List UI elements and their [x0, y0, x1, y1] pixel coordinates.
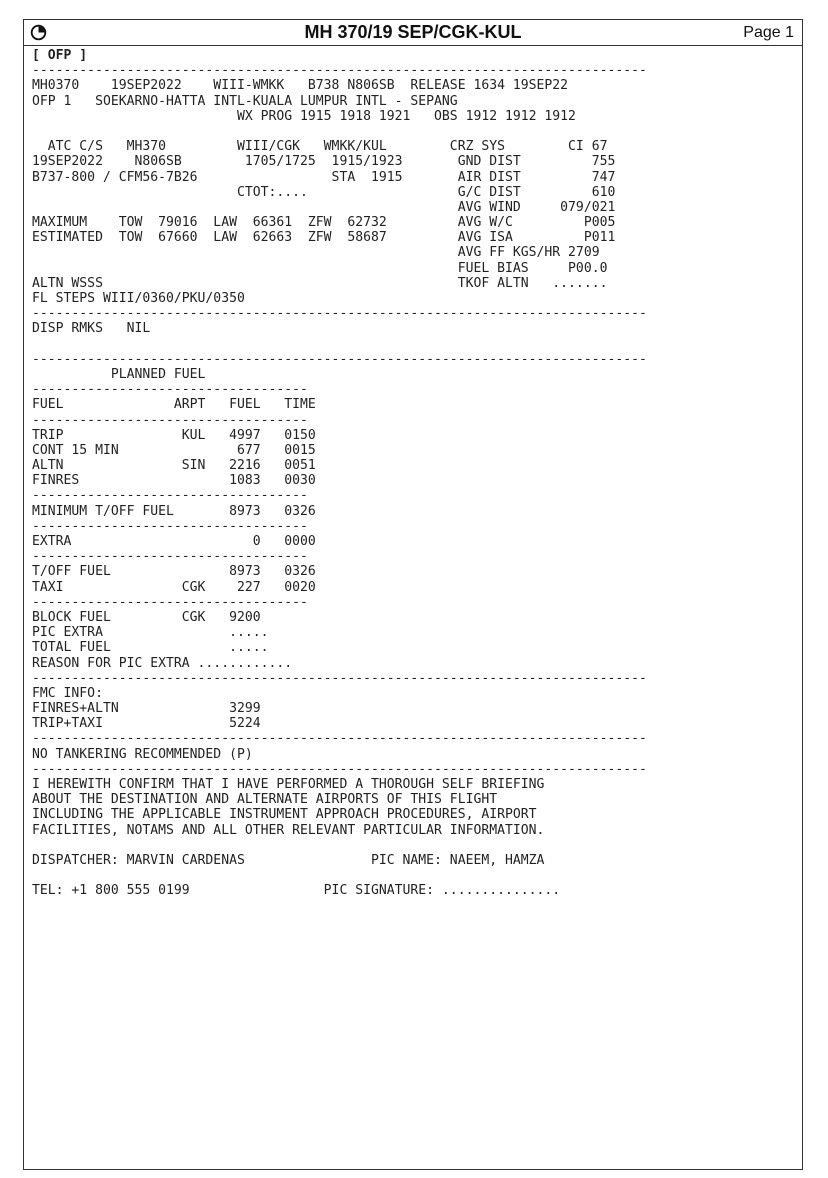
text-line: REASON FOR PIC EXTRA ............: [32, 655, 293, 671]
text-line: ALTN SIN 2216 0051: [32, 458, 316, 474]
separator-line: ------------------------------------------------------------------------------: [32, 731, 647, 747]
text-line: MH0370 19SEP2022 WIII-WMKK B738 N806SB RELEASE 1634 19SEP22: [32, 78, 569, 94]
text-line: ESTIMATED TOW 67660 LAW 62663 ZFW 58687 AVG ISA P011: [32, 230, 616, 246]
separator-line: -----------------------------------: [32, 549, 308, 565]
text-line: FUEL ARPT FUEL TIME: [32, 397, 316, 413]
text-line: FUEL BIAS P00.0: [32, 260, 608, 276]
text-line: AVG FF KGS/HR 2709: [32, 245, 600, 261]
separator-line: -----------------------------------: [32, 382, 308, 398]
ofp-document: [23, 19, 803, 1170]
text-line: 19SEP2022 N806SB 1705/1725 1915/1923 GND DIST 755: [32, 154, 616, 170]
separator-line: ------------------------------------------------------------------------------: [32, 670, 647, 686]
text-line: ALTN WSSS TKOF ALTN .......: [32, 275, 608, 291]
separator-line: -----------------------------------: [32, 594, 308, 610]
text-line: FL STEPS WIII/0360/PKU/0350: [32, 291, 245, 306]
text-line: [32, 337, 797, 352]
text-line: OFP 1 SOEKARNO-HATTA INTL-KUALA LUMPUR INTL - SEPANG: [32, 93, 458, 109]
text-line: I HEREWITH CONFIRM THAT I HAVE PERFORMED A THOROUGH SELF BRIEFING: [32, 777, 545, 792]
text-line: CTOT:.... G/C DIST 610: [32, 184, 616, 200]
ofp-body: [32, 48, 797, 899]
text-line: DISPATCHER: MARVIN CARDENAS PIC NAME: NAEEM, HAMZA: [32, 852, 545, 868]
text-line: [32, 868, 797, 883]
text-line: TEL: +1 800 555 0199 PIC SIGNATURE: ...............: [32, 883, 561, 899]
document-header: [24, 20, 802, 46]
text-line: MAXIMUM TOW 79016 LAW 66361 ZFW 62732 AVG W/C P005: [32, 215, 616, 231]
separator-line: ------------------------------------------------------------------------------: [32, 761, 647, 777]
separator-line: -----------------------------------: [32, 518, 308, 534]
text-line: TRIP KUL 4997 0150: [32, 427, 316, 443]
separator-line: -----------------------------------: [32, 412, 308, 428]
text-line: ABOUT THE DESTINATION AND ALTERNATE AIRPORTS OF THIS FLIGHT: [32, 792, 498, 808]
text-line: PLANNED FUEL: [32, 366, 206, 382]
text-line: FMC INFO:: [32, 685, 103, 701]
text-line: NO TANKERING RECOMMENDED (P): [32, 746, 253, 762]
text-line: INCLUDING THE APPLICABLE INSTRUMENT APPROACH PROCEDURES, AIRPORT: [32, 807, 537, 823]
separator-line: ------------------------------------------------------------------------------: [32, 351, 647, 367]
text-line: TRIP+TAXI 5224: [32, 716, 261, 732]
text-line: EXTRA 0 0000: [32, 534, 316, 549]
text-line: WX PROG 1915 1918 1921 OBS 1912 1912 1912: [32, 108, 576, 124]
text-line: FINRES+ALTN 3299: [32, 701, 261, 717]
text-line: T/OFF FUEL 8973 0326: [32, 564, 316, 580]
text-line: B737-800 / CFM56-7B26 STA 1915 AIR DIST 747: [32, 169, 616, 185]
separator-line: ------------------------------------------------------------------------------: [32, 63, 647, 79]
separator-line: ------------------------------------------------------------------------------: [32, 306, 647, 322]
text-line: MINIMUM T/OFF FUEL 8973 0326: [32, 503, 316, 519]
document-title: MH 370/19 SEP/CGK-KUL: [304, 22, 522, 42]
text-line: DISP RMKS NIL: [32, 321, 151, 337]
text-line: BLOCK FUEL CGK 9200: [32, 609, 261, 625]
page-number: Page 1: [743, 24, 794, 41]
text-line: TAXI CGK 227 0020: [32, 579, 316, 595]
separator-line: -----------------------------------: [32, 488, 308, 504]
text-line: FACILITIES, NOTAMS AND ALL OTHER RELEVANT PARTICULAR INFORMATION.: [32, 822, 545, 838]
ofp-label: [ OFP ]: [32, 48, 88, 63]
text-line: [32, 838, 797, 853]
text-line: FINRES 1083 0030: [32, 473, 316, 489]
text-line: ATC C/S MH370 WIII/CGK WMKK/KUL CRZ SYS CI 67: [32, 139, 608, 155]
text-line: CONT 15 MIN 677 0015: [32, 442, 316, 458]
text-line: [32, 124, 797, 139]
text-line: PIC EXTRA .....: [32, 625, 269, 641]
text-line: TOTAL FUEL .....: [32, 640, 269, 656]
text-line: AVG WIND 079/021: [32, 199, 616, 215]
